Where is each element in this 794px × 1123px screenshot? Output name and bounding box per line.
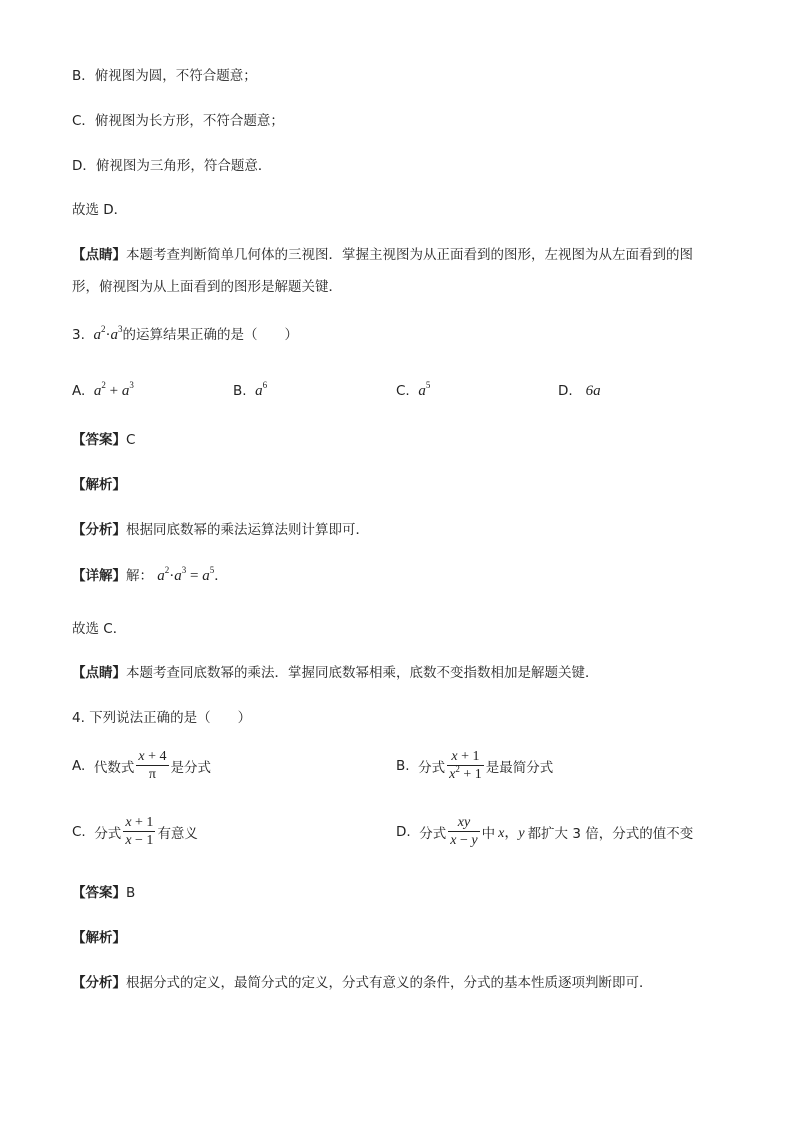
q3-expression: $a^2\cdot a^3$: [93, 324, 123, 343]
q3-dianjing: [72, 663, 599, 683]
option-label: D.: [396, 823, 411, 840]
option-label: C.: [396, 383, 410, 399]
fraction-x-plus-1-over-x2-plus-1: $\frac{x + 1}{x^2 + 1}$: [449, 749, 482, 782]
fraction-x-plus-1-over-x-minus-1: $\frac{x + 1}{x - 1}$: [125, 815, 154, 848]
option-variables: x，y: [498, 825, 525, 841]
dianjing-text: 本题考查判断简单几何体的三视图．掌握主视图为从正面看到的图形，左视图为从左面看到的图: [126, 247, 693, 263]
prev-choose: 故选 D．: [72, 202, 128, 218]
option-prefix: 代数式: [93, 759, 135, 776]
prev-dianjing-line-1: [72, 245, 693, 265]
q4-number: 4.: [72, 710, 85, 726]
option-prefix: 分式: [419, 825, 447, 842]
q4-fenxi: [72, 973, 653, 993]
q3-option-c[interactable]: [396, 381, 430, 401]
option-mid: 中: [481, 825, 496, 842]
q3-analysis-label: 【解析】: [72, 477, 126, 493]
fraction-x-plus-4-over-pi: $\frac{x + 4}{\pi}$: [138, 749, 167, 782]
answer-value: B: [126, 885, 136, 901]
prev-option-b: B．俯视图为圆，不符合题意；: [72, 68, 257, 84]
fenxi-label: 【分析】: [72, 975, 126, 991]
dianjing-text: 本题考查同底数幂的乘法．掌握同底数幂相乘，底数不变指数相加是解题关键．: [126, 665, 599, 681]
answer-label: 【答案】: [72, 885, 126, 901]
q3-option-a[interactable]: [72, 381, 134, 401]
q4-stem-text: 下列说法正确的是（ ）: [89, 710, 252, 726]
option-prefix: 分式: [94, 825, 122, 842]
q4-stem: [72, 708, 251, 728]
fenxi-text: 根据分式的定义，最简分式的定义，分式有意义的条件，分式的基本性质逐项判断即可．: [126, 975, 653, 991]
q4-option-a[interactable]: [72, 748, 211, 783]
prev-option-c: C．俯视图为长方形，不符合题意；: [72, 113, 284, 129]
q3-stem: [72, 325, 298, 345]
q3-xiangjie: [72, 566, 228, 586]
q3-number: 3.: [72, 327, 85, 343]
option-expression: $a^5$: [418, 380, 431, 399]
option-label: C.: [72, 823, 86, 840]
option-label: D.: [558, 383, 573, 399]
q3-option-d[interactable]: [558, 381, 601, 401]
option-label: B.: [396, 757, 410, 774]
option-suffix: 是分式: [170, 759, 212, 776]
option-suffix: 是最简分式: [485, 759, 554, 776]
q3-fenxi: [72, 520, 369, 540]
xiangjie-expression: $a^2\cdot a^3 = a^5$: [157, 565, 215, 584]
q4-analysis-label: 【解析】: [72, 930, 126, 946]
fenxi-text: 根据同底数幂的乘法运算法则计算即可．: [126, 522, 369, 538]
q3-choose: 故选 C．: [72, 621, 127, 637]
option-expression: $a^2 + a^3$: [93, 380, 134, 399]
dianjing-label: 【点睛】: [72, 247, 126, 263]
q4-option-c[interactable]: [72, 814, 198, 849]
option-prefix: 分式: [418, 759, 446, 776]
option-expression: $a^6$: [255, 380, 268, 399]
q3-option-b[interactable]: [233, 381, 267, 401]
answer-value: C: [126, 432, 136, 448]
option-expression: 6a: [585, 383, 601, 399]
option-label: B.: [233, 383, 247, 399]
q4-option-d[interactable]: [396, 814, 693, 849]
option-suffix: 有意义: [157, 825, 198, 842]
q3-stem-text: 的运算结果正确的是（ ）: [122, 327, 298, 343]
option-label: A.: [72, 757, 86, 774]
xiangjie-label: 【详解】: [72, 568, 126, 584]
option-suffix: 都扩大 3 倍，分式的值不变: [527, 825, 694, 842]
answer-label: 【答案】: [72, 432, 126, 448]
q4-option-b[interactable]: [396, 748, 553, 783]
prev-dianjing-line-2: 形，俯视图为从上面看到的图形是解题关键．: [72, 279, 342, 295]
q4-answer: [72, 883, 135, 903]
xiangjie-end: ．: [214, 568, 228, 584]
fraction-xy-over-x-minus-y: $\frac{xy}{x - y}$: [450, 815, 478, 848]
q3-answer: [72, 430, 135, 450]
prev-option-d: D．俯视图为三角形，符合题意．: [72, 158, 272, 174]
fenxi-label: 【分析】: [72, 522, 126, 538]
option-label: A.: [72, 383, 86, 399]
dianjing-label: 【点睛】: [72, 665, 126, 681]
xiangjie-prefix: 解：: [126, 568, 153, 584]
